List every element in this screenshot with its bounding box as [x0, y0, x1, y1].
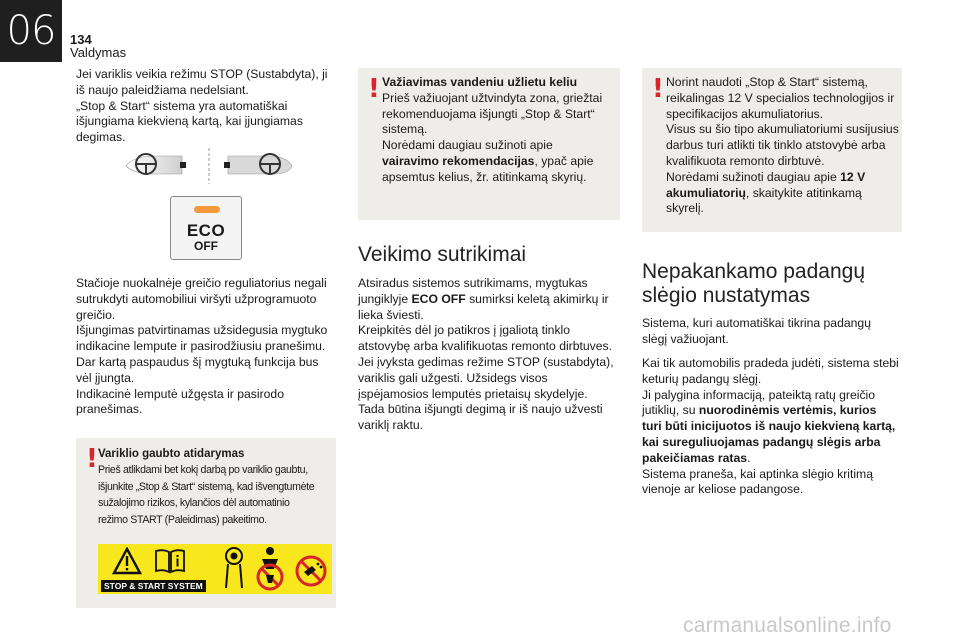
text-line: kvalifikuota remonto dirbtuvė.: [666, 153, 825, 168]
text-line: „Stop & Start“ sistema yra automatiškai: [76, 98, 288, 113]
text-line: specifikacijos akumuliatorius.: [666, 106, 824, 121]
steering-wheel-right-icon: [224, 154, 292, 174]
text-line: lieka šviesti.: [358, 307, 424, 322]
text-line: kai sureguliuojamas padangų slėgis arba: [642, 434, 881, 449]
text-line: turi būti inicijuotos iš naujo kiekvieną kartą,: [642, 419, 896, 434]
text-line: skyrelį.: [666, 201, 704, 216]
text-line: Norėdami daugiau sužinoti apie: [382, 138, 553, 153]
warning-icon: !: [86, 444, 98, 474]
col1-body: [76, 276, 346, 418]
text-line: pranešimas.: [76, 402, 143, 417]
text-line: greičio.: [76, 307, 116, 322]
text-line: Indikacinė lemputė užgęsta ir pasirodo: [76, 386, 284, 401]
text-line: Jei įvyksta gedimas režime STOP (sustabdyta),: [358, 354, 614, 369]
chapter-tab: 06: [0, 0, 62, 62]
warning-icon: !: [368, 74, 380, 104]
eco-off-button-illustration: [170, 196, 242, 260]
col3-intro: [642, 316, 904, 348]
warning-title: Variklio gaubto atidarymas: [98, 448, 245, 460]
text-line: vairavimo rekomendacijas, ypač apie: [382, 153, 594, 168]
col2-body: [358, 276, 620, 434]
text-line: variklis gali užgesti. Užsidegs visos: [358, 370, 548, 385]
text-line: Sistema, kuri automatiškai tikrina padangų: [642, 316, 871, 330]
warning-text: [98, 462, 332, 528]
text-line: akumuliatorių, skaitykite atitinkamą: [666, 185, 862, 200]
stop-start-warning-label: [98, 544, 332, 594]
section-name: Valdymas: [70, 45, 127, 60]
no-hands-icon: [252, 545, 288, 591]
text-line: įspėjamosios lemputės prietaisų skydelyje.: [358, 386, 588, 401]
text-line: iš naujo paleidžiama nedelsiant.: [76, 82, 249, 97]
text-line: sistemą.: [382, 122, 428, 137]
indicator-lamp: [194, 206, 220, 213]
text-line: slėgį važiuojant.: [642, 331, 729, 346]
section-heading-tyre-pressure: [642, 260, 865, 308]
text-line: jutiklių, su nuorodinėmis vertėmis, kurios: [642, 403, 877, 418]
text-line: keturių padangų slėgį.: [642, 371, 762, 386]
text-line: jungiklyje ECO OFF sumirksi keletą akimirkų ir: [358, 291, 609, 306]
text-line: Prieš atlikdami bet kokį darbą po variklio gaubtu,: [98, 464, 308, 476]
text-line: Tada būtina išjungti degimą ir iš naujo užvesti: [358, 402, 603, 417]
watermark: carmanualsonline.info: [683, 614, 892, 637]
text-line: Kai tik automobilis pradeda judėti, sistema stebi: [642, 356, 899, 370]
warning-box-flooded-road: [358, 68, 620, 220]
warning-title: Važiavimas vandeniu užlietu keliu: [382, 75, 578, 89]
text-line: Kreipkitės dėl jo patikros į įgaliotą tinklo: [358, 323, 571, 338]
text-line: reikalingas 12 V specialios technologijos ir: [666, 90, 895, 105]
text-line: Atsiradus sistemos sutrikimams, mygtukas: [358, 276, 588, 290]
manual-book-icon: [154, 548, 186, 574]
text-line: vienoje ar keliose padangose.: [642, 482, 804, 497]
off-label: OFF: [194, 239, 218, 253]
text-line: sužalojimo rizikos, kylančios dėl automatinio: [98, 497, 290, 509]
text-line: pakeičiamas ratas.: [642, 450, 751, 465]
text-line: indikacine lempute ir pasirodžiusiu pranešimu.: [76, 339, 326, 354]
section-heading-malfunctions: Veikimo sutrikimai: [358, 243, 527, 266]
text-line: apsemtus kelius, žr. atitinkamą skyrių.: [382, 169, 587, 184]
warning-box-battery: [642, 68, 902, 232]
text-line: atstovybę arba kvalifikuotas remonto dirbtuves.: [358, 339, 613, 354]
no-spray-icon: [294, 554, 328, 588]
eco-label: ECO: [186, 221, 226, 240]
text-line: Norint naudoti „Stop & Start“ sistemą,: [666, 75, 868, 89]
heading-line: slėgio nustatymas: [642, 284, 811, 307]
text-line: Jei variklis veikia režimu STOP (Sustabdyta), ji: [76, 67, 328, 81]
text-line: degimas.: [76, 130, 126, 145]
page-number: 134: [70, 32, 92, 47]
warning-icon: !: [652, 74, 664, 104]
warning-text: [382, 75, 618, 186]
stop-start-system-label: STOP & START SYSTEM: [101, 580, 206, 592]
text-line: Stačioje nuokalnėje greičio reguliatorius negali: [76, 276, 327, 290]
col1-intro: [76, 67, 346, 146]
warning-text: [666, 75, 900, 217]
text-line: Visus su šio tipo akumuliatoriumi susijusius: [666, 122, 899, 137]
text-line: sutrukdyti automobiliui viršyti užprogramuoto: [76, 291, 317, 306]
text-line: režimo START (Paleidimas) pakeitimo.: [98, 513, 267, 526]
text-line: Norėdami sužinoti daugiau apie 12 V: [666, 169, 866, 184]
text-line: vėl įjungta.: [76, 370, 135, 385]
text-line: Dar kartą paspaudus šį mygtuką funkcija bus: [76, 354, 319, 369]
col3-body: [642, 356, 910, 498]
text-line: Išjungimas patvirtinamas užsidegusia mygtuko: [76, 323, 328, 338]
text-line: išjungiama kiekvieną kartą, kai įjungiamas: [76, 114, 303, 129]
steering-wheel-left-icon: [126, 154, 186, 174]
text-line: Prieš važiuojant užtvindyta zona, griežtai: [382, 90, 603, 105]
steering-wheel-illustration: [124, 144, 294, 188]
text-line: Sistema praneša, kai aptinka slėgio kritimą: [642, 466, 873, 481]
text-line: variklį raktu.: [358, 418, 424, 433]
warning-triangle-icon: [112, 547, 142, 575]
fan-belt-icon: [222, 546, 246, 590]
heading-line: Nepakankamo padangų: [642, 260, 866, 283]
text-line: išjunkite „Stop & Start“ sistemą, kad išvengtumėte: [98, 480, 315, 493]
text-line: rekomenduojama išjungti „Stop & Start“: [382, 106, 595, 121]
text-line: darbus turi atlikti tik tinklo atstovybė arba: [666, 138, 886, 153]
text-line: Ji palygina informaciją, pateiktą ratų greičio: [642, 387, 876, 402]
